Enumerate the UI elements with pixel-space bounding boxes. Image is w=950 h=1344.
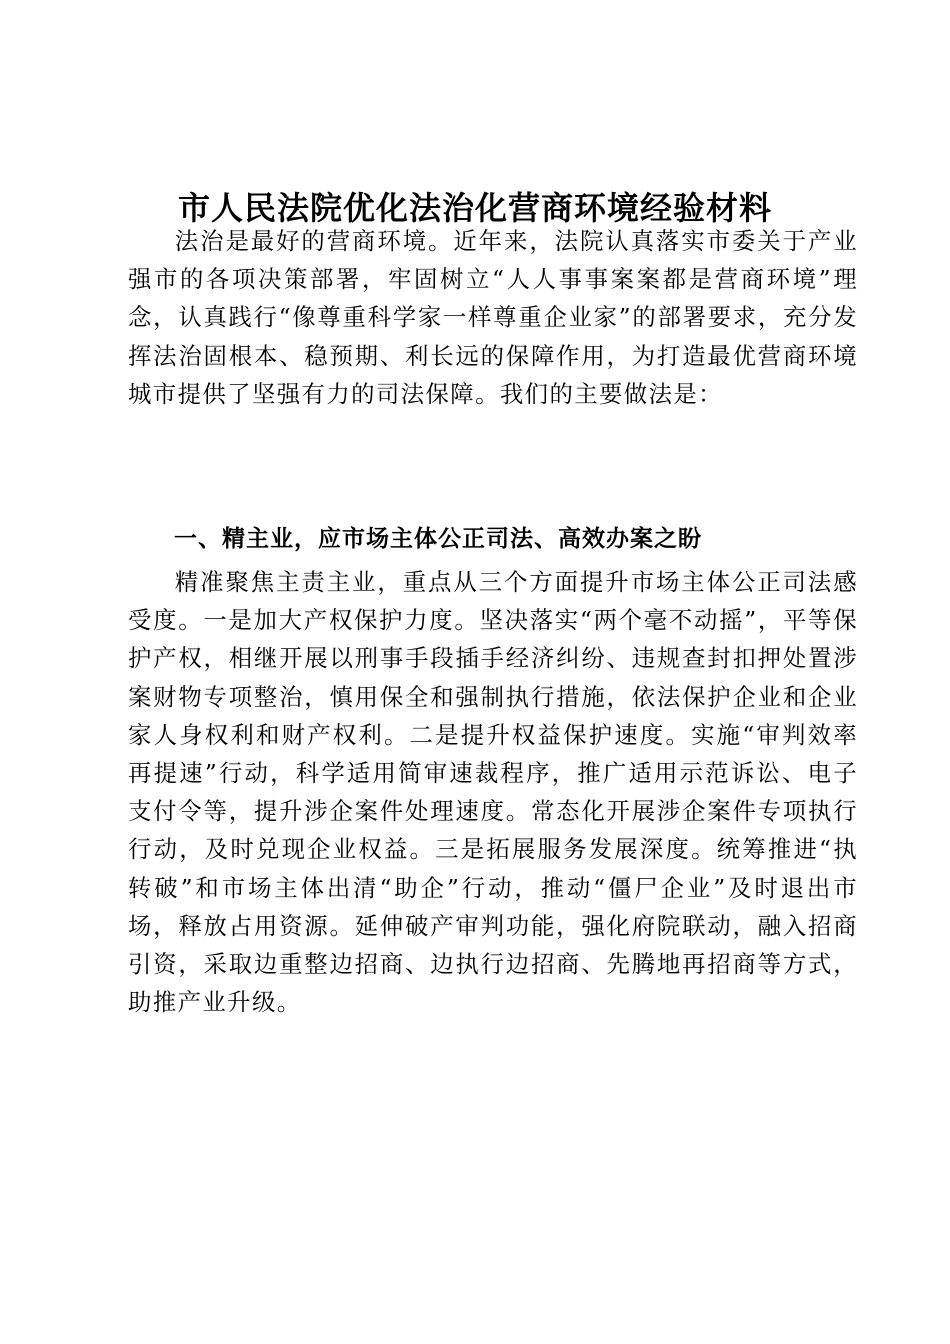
document-title: 市人民法院优化法治化营商环境经验材料 bbox=[177, 189, 772, 227]
section-paragraph: 精准聚焦主责主业，重点从三个方面提升市场主体公正司法感受度。一是加大产权保护力度。坚决落实“两个毫不动摇”，平等保护产权，相继开展以刑事手段插手经济纠纷、违规查封扣押处置涉案财物专项整治，慎用保全和强制执行措施，依法保护企业和企业家人身权利和财产权利。二是提升权益保护速度。实施“审判效率再提速”行动，科学适用简审速裁程序，推广适用示范诉讼、电子支付令等，提升涉企案件处理速度。常态化开展涉企案件专项执行行动，及时兑现企业权益。三是拓展服务发展深度。统筹推进“执转破”和市场主体出清“助企”行动，推动“僵尸企业”及时退出市场，释放占用资源。延伸破产审判功能，强化府院联动，融入招商引资，采取边重整边招商、边执行边招商、先腾地再招商等方式，助推产业升级。 bbox=[128, 568, 858, 1017]
intro-paragraph: 法治是最好的营商环境。近年来，法院认真落实市委关于产业强市的各项决策部署，牢固树立“人人事事案案都是营商环境”理念，认真践行“像尊重科学家一样尊重企业家”的部署要求，充分发挥法治固根本、稳预期、利长远的保障作用，为打造最优营商环境城市提供了坚强有力的司法保障。我们的主要做法是： bbox=[128, 227, 858, 408]
section-heading: 一、精主业，应市场主体公正司法、高效办案之盼 bbox=[174, 526, 702, 552]
